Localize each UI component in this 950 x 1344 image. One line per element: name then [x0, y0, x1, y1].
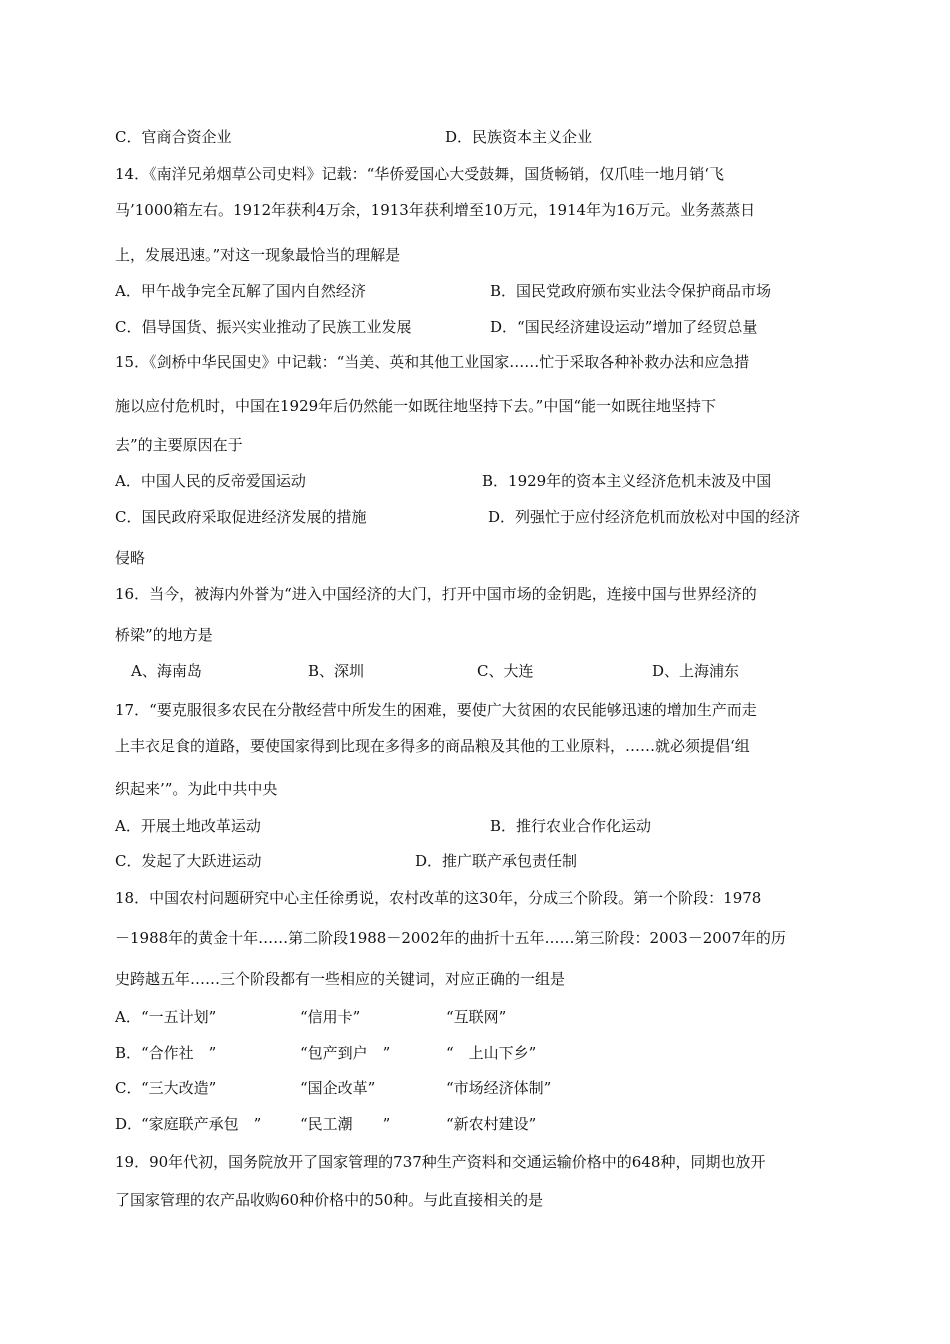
- q18-option-a-term-3: “互联网”: [446, 1008, 507, 1026]
- q18-stem-line-2: －1988年的黄金十年……第二阶段1988－2002年的曲折十五年……第三阶段：2003－2007年的历: [115, 929, 786, 947]
- q18-stem-line-3: 史跨越五年……三个阶段都有一些相应的关键词，对应正确的一组是: [115, 970, 566, 988]
- q15-option-c: C．国民政府采取促进经济发展的措施: [115, 508, 367, 526]
- q17-stem-line-3: 织起来’”。为此中共中央: [115, 780, 278, 798]
- q19-stem-line-2: 了国家管理的农产品收购60种价格中的50种。与此直接相关的是: [115, 1191, 544, 1209]
- q15-option-d-continued: 侵略: [115, 549, 146, 567]
- q17-option-d: D．推广联产承包责任制: [415, 852, 578, 870]
- q13-option-d: D．民族资本主义企业: [445, 128, 593, 146]
- q17-option-c: C．发起了大跃进运动: [115, 852, 262, 870]
- q17-stem-line-2: 上丰衣足食的道路，要使国家得到比现在多得多的商品粮及其他的工业原料，……就必须提倡‘组: [115, 737, 750, 755]
- q16-stem-line-2: 桥梁”的地方是: [115, 626, 213, 644]
- q18-option-c-term-1: “三大改造”: [141, 1079, 217, 1097]
- q14-option-d: D．“国民经济建设运动”增加了经贸总量: [490, 318, 758, 336]
- q18-option-b-term-1: “合作社 ”: [141, 1044, 217, 1062]
- q14-option-c: C．倡导国货、振兴实业推动了民族工业发展: [115, 318, 412, 336]
- q18-option-d-term-3: “新农村建设”: [446, 1115, 537, 1133]
- q18-option-a-term-1: “一五计划”: [141, 1008, 217, 1026]
- q18-option-d-term-1: “家庭联产承包 ”: [141, 1115, 262, 1133]
- q18-option-a-term-2: “信用卡”: [300, 1008, 361, 1026]
- q18-option-c-term-2: “国企改革”: [300, 1079, 376, 1097]
- q18-option-c-term-3: “市场经济体制”: [446, 1079, 552, 1097]
- q14-option-a: A．甲午战争完全瓦解了国内自然经济: [115, 282, 366, 300]
- q16-option-a: A、海南岛: [131, 662, 202, 680]
- q18-stem-line-1: 18．中国农村问题研究中心主任徐勇说，农村改革的这30年，分成三个阶段。第一个阶段：1978: [115, 889, 762, 907]
- q16-option-b: B、深圳: [308, 662, 365, 680]
- q18-option-b-term-3: “ 上山下乡”: [446, 1044, 537, 1062]
- q15-stem-line-1: 15．《剑桥中华民国史》中记载：“当美、英和其他工业国家……忙于采取各种补救办法和应急措: [115, 353, 750, 371]
- q17-stem-line-1: 17．“要克服很多农民在分散经营中所发生的困难，要使广大贫困的农民能够迅速的增加生产而走: [115, 701, 757, 719]
- q16-option-c: C、大连: [477, 662, 534, 680]
- q18-option-b-letter: B．: [115, 1044, 142, 1062]
- q17-option-b: B．推行农业合作化运动: [490, 817, 652, 835]
- q14-option-b: B．国民党政府颁布实业法令保护商品市场: [490, 282, 772, 300]
- q18-option-c-letter: C．: [115, 1079, 142, 1097]
- q19-stem-line-1: 19．90年代初，国务院放开了国家管理的737种生产资料和交通运输价格中的648种，同期也放开: [115, 1153, 766, 1171]
- q15-stem-line-2: 施以应付危机时，中国在1929年后仍然能一如既往地坚持下去。”中国“能一如既往地坚持下: [115, 397, 717, 415]
- q16-option-d: D、上海浦东: [652, 662, 740, 680]
- q18-option-d-term-2: “民工潮 ”: [300, 1115, 391, 1133]
- q15-option-d: D．列强忙于应付经济危机而放松对中国的经济: [488, 508, 801, 526]
- q15-option-b: B．1929年的资本主义经济危机未波及中国: [482, 472, 772, 490]
- q14-stem-line-1: 14．《南洋兄弟烟草公司史料》记载：“华侨爱国心大受鼓舞，国货畅销，仅爪哇一地月销‘飞: [115, 165, 725, 183]
- q14-stem-line-2: 马’1000箱左右。1912年获利4万余，1913年获利增至10万元，1914年为16万元。业务蒸蒸日: [115, 201, 756, 219]
- q17-option-a: A．开展土地改革运动: [115, 817, 261, 835]
- q18-option-d-letter: D．: [115, 1115, 143, 1133]
- q18-option-b-term-2: “包产到户 ”: [300, 1044, 391, 1062]
- q14-stem-line-3: 上，发展迅速。”对这一现象最恰当的理解是: [115, 246, 401, 264]
- q13-option-c: C．官商合资企业: [115, 128, 232, 146]
- q18-option-a-letter: A．: [115, 1008, 141, 1026]
- q16-stem-line-1: 16．当今，被海内外誉为“进入中国经济的大门，打开中国市场的金钥匙，连接中国与世界经济的: [115, 585, 757, 603]
- q15-stem-line-3: 去”的主要原因在于: [115, 436, 243, 454]
- q15-option-a: A．中国人民的反帝爱国运动: [115, 472, 306, 490]
